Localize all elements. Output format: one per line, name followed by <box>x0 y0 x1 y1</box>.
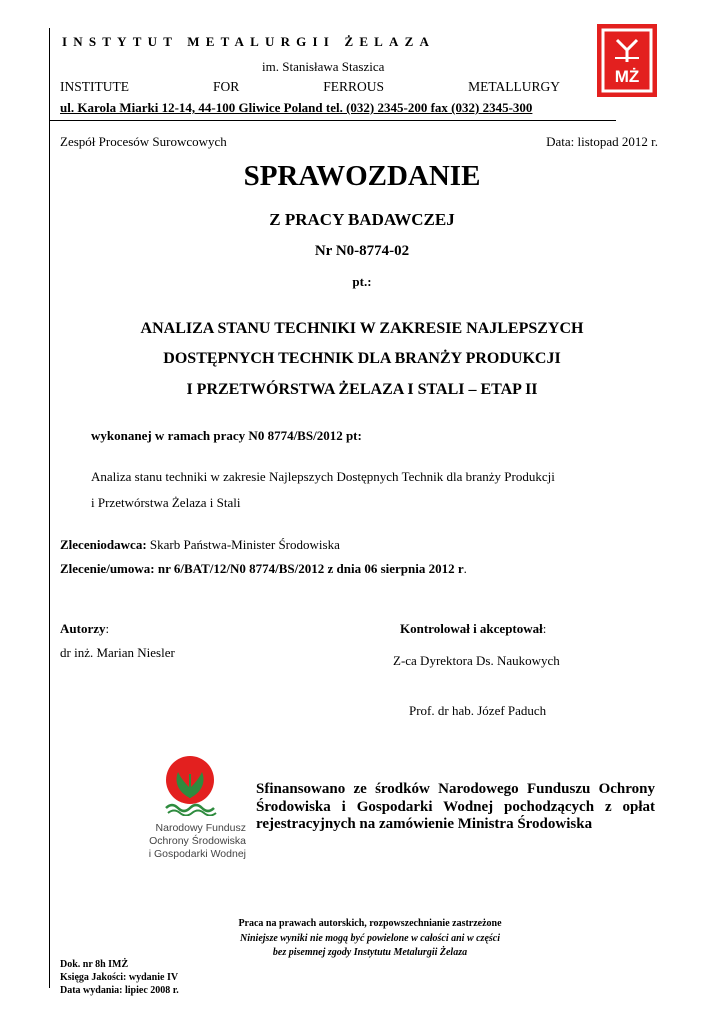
institute-en-word: FOR <box>213 79 240 94</box>
report-subtitle: Z PRACY BADAWCZEJ <box>269 210 455 229</box>
controlled-colon: : <box>542 621 547 636</box>
nfosigw-name-line: Ochrony Środowiska <box>149 835 246 847</box>
funding-statement: Sfinansowano ze środków Narodowego Funduszu Ochrony Środowiska i Gospodarki Wodnej pochodzących z opłat rejestracyjnych na zamówienie Ministra Środowiska <box>256 781 655 832</box>
order-text: Zlecenie/umowa: nr 6/BAT/12/N0 8774/BS/2012 z dnia 06 sierpnia 2012 r <box>60 561 464 576</box>
imz-logo-text: MŻ <box>614 67 640 86</box>
reproduction-note-2: bez pisemnej zgody Instytutu Metalurgii Żelaza <box>272 947 468 958</box>
order-suffix: . <box>463 561 467 576</box>
institute-address: ul. Karola Miarki 12-14, 44-100 Gliwice Poland tel. (032) 2345-200 fax (032) 2345-300 <box>60 100 533 115</box>
nfosigw-name-line: Narodowy Fundusz <box>155 822 246 834</box>
authors-heading <box>60 621 109 637</box>
header-divider <box>49 120 616 121</box>
nfosigw-name <box>98 822 246 861</box>
controlled-heading <box>400 621 546 637</box>
doc-number: Dok. nr 8h IMŻ <box>60 959 129 970</box>
authors-colon: : <box>105 621 110 636</box>
report-date: Data: listopad 2012 r. <box>546 134 658 149</box>
report-pt: pt.: <box>352 274 372 289</box>
department: Zespół Procesów Surowcowych <box>60 134 227 149</box>
copyright-note: Praca na prawach autorskich, rozpowszechnianie zastrzeżone <box>238 918 502 929</box>
performed-under: wykonanej w ramach pracy N0 8774/BS/2012 pt: <box>91 428 362 443</box>
report-title: SPRAWOZDANIE <box>243 160 481 192</box>
description-line: i Przetwórstwa Żelaza i Stali <box>91 495 241 510</box>
imz-logo-icon <box>597 24 657 97</box>
controller-name: Prof. dr hab. Józef Paduch <box>409 703 547 718</box>
institute-name-en <box>60 79 560 95</box>
authors-label: Autorzy <box>60 621 106 636</box>
quality-book: Księga Jakości: wydanie IV <box>60 972 179 983</box>
institute-en-word: METALLURGY <box>468 79 560 94</box>
institute-name-pl: INSTYTUT METALURGII ŻELAZA <box>62 34 436 49</box>
controller-role: Z-ca Dyrektora Ds. Naukowych <box>393 653 560 668</box>
nfosigw-name-line: i Gospodarki Wodnej <box>148 848 246 860</box>
institute-en-word: INSTITUTE <box>60 79 129 94</box>
topic-line: DOSTĘPNYCH TECHNIK DLA BRANŻY PRODUKCJI <box>163 350 561 367</box>
client-value: Skarb Państwa-Minister Środowiska <box>146 537 340 552</box>
controlled-label: Kontrolował i akceptował <box>400 621 543 636</box>
institute-en-word: FERROUS <box>323 79 385 94</box>
order <box>60 561 467 577</box>
description-line: Analiza stanu techniki w zakresie Najlepszych Dostępnych Technik dla branży Produkcji <box>91 469 555 484</box>
topic-line: I PRZETWÓRSTWA ŻELAZA I STALI – ETAP II <box>186 381 538 398</box>
issue-date: Data wydania: lipiec 2008 r. <box>60 985 179 996</box>
nfosigw-logo-icon <box>160 754 220 816</box>
reproduction-note: Niniejsze wyniki nie mogą być powielone w całości ani w części <box>240 933 500 944</box>
author-name: dr inż. Marian Niesler <box>60 645 175 660</box>
report-number: Nr N0-8774-02 <box>314 243 410 259</box>
client <box>60 537 340 553</box>
institute-patron: im. Stanisława Staszica <box>262 59 385 74</box>
client-label: Zleceniodawca: <box>60 537 147 552</box>
topic-line: ANALIZA STANU TECHNIKI W ZAKRESIE NAJLEPSZYCH <box>140 320 584 337</box>
